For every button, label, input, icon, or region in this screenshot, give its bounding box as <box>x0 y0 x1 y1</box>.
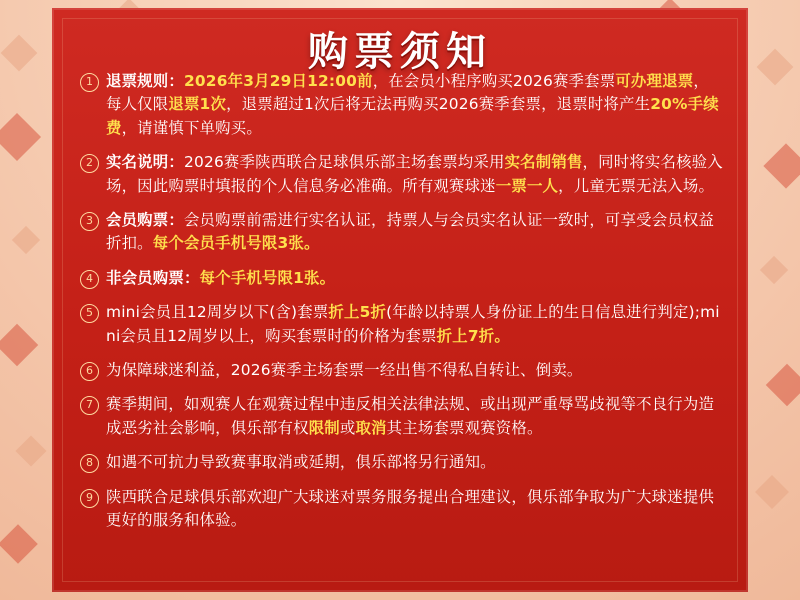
notice-card <box>52 8 748 592</box>
rule-text <box>106 209 724 256</box>
rule-number-badge: 9 <box>80 489 99 508</box>
confetti-shape <box>760 256 788 284</box>
rules-list <box>80 70 724 582</box>
plain-text: ，同时将实名核验入场，因此购票时填报的个人信息务必准确。所有观赛球迷 <box>106 153 723 195</box>
plain-text: 或 <box>339 418 356 437</box>
rule-item <box>80 267 724 290</box>
plain-text: mini会员且12周岁以下(含)套票 <box>106 303 329 322</box>
plain-text: ，请谨慎下单购买。 <box>121 118 262 137</box>
rule-number-badge: 4 <box>80 270 99 289</box>
highlighted-text: 每个会员手机号限3张。 <box>152 234 320 253</box>
confetti-shape <box>757 49 794 86</box>
confetti-shape <box>755 475 789 509</box>
rule-number-badge: 3 <box>80 212 99 231</box>
highlighted-text: 2026年3月29日12:00前 <box>183 72 373 90</box>
plain-text: ，在会员小程序购买2026赛季套票 <box>372 72 616 90</box>
title-container <box>52 8 748 76</box>
rule-number-badge: 6 <box>80 362 99 381</box>
rule-number-badge: 1 <box>80 73 99 92</box>
confetti-shape <box>1 35 38 72</box>
rule-item <box>80 151 724 198</box>
rule-item <box>80 301 724 348</box>
highlighted-text: 可办理退票 <box>615 72 694 90</box>
confetti-shape <box>763 143 800 188</box>
rule-item <box>80 209 724 256</box>
rule-text <box>106 486 724 533</box>
rule-number-badge: 8 <box>80 454 99 473</box>
confetti-shape <box>12 226 40 254</box>
rule-text <box>106 359 724 382</box>
confetti-shape <box>0 324 38 366</box>
highlighted-text: 折上5折 <box>328 303 387 322</box>
confetti-shape <box>0 524 38 564</box>
highlighted-text: 每个手机号限1张。 <box>199 268 336 287</box>
rule-number-badge: 2 <box>80 154 99 173</box>
page-title: 购票须知 <box>308 29 492 75</box>
rule-item <box>80 70 724 140</box>
rule-text <box>106 70 724 140</box>
confetti-shape <box>15 435 46 466</box>
confetti-shape <box>0 113 41 161</box>
highlighted-text: 取消 <box>355 418 387 437</box>
plain-text: 陕西联合足球俱乐部欢迎广大球迷对票务服务提出合理建议，俱乐部争取为广大球迷提供更好的服务和体验。 <box>106 487 715 530</box>
highlighted-text: 20%手续费 <box>106 95 719 137</box>
plain-text: ，儿童无票无法入场。 <box>558 176 715 195</box>
plain-text: ，退票超过1次后将无法再购买2026赛季套票，退票时将产生 <box>226 95 651 114</box>
rule-text <box>106 451 724 474</box>
confetti-shape <box>766 364 800 406</box>
plain-text: 2026赛季陕西联合足球俱乐部主场套票均采用 <box>183 153 505 172</box>
rule-label: 会员购票： <box>106 211 184 230</box>
plain-text: 其主场套票观赛资格。 <box>386 418 543 437</box>
rule-item <box>80 486 724 533</box>
rule-text <box>106 301 724 348</box>
highlighted-text: 退票1次 <box>168 95 227 114</box>
highlighted-text: 限制 <box>308 418 340 437</box>
plain-text: (年龄以持票人身份证上的生日信息进行判定);mini会员且12周岁以上，购买套票时的价格为套票 <box>106 303 720 345</box>
rule-item <box>80 451 724 474</box>
rule-label: 退票规则： <box>106 72 184 90</box>
rule-text <box>106 151 724 198</box>
highlighted-text: 折上7折。 <box>436 326 510 345</box>
rule-item <box>80 393 724 440</box>
plain-text: 如遇不可抗力导致赛事取消或延期，俱乐部将另行通知。 <box>106 453 496 472</box>
rule-label: 非会员购票： <box>106 268 200 287</box>
plain-text: 为保障球迷利益，2026赛季主场套票一经出售不得私自转让、倒卖。 <box>106 361 583 380</box>
rule-label: 实名说明： <box>106 153 184 172</box>
plain-text: ，每人仅限 <box>106 72 709 114</box>
rule-text <box>106 267 724 290</box>
plain-text: 会员购票前需进行实名认证，持票人与会员实名认证一致时，可享受会员权益折扣。 <box>106 211 715 253</box>
plain-text: 赛季期间，如观赛人在观赛过程中违反相关法律法规、或出现严重辱骂歧视等不良行为造成恶劣社会影响，俱乐部有权 <box>106 395 715 437</box>
highlighted-text: 一票一人 <box>495 176 559 195</box>
rule-number-badge: 5 <box>80 304 99 323</box>
rule-number-badge: 7 <box>80 396 99 415</box>
rule-text <box>106 393 724 440</box>
highlighted-text: 实名制销售 <box>504 153 583 172</box>
rule-item <box>80 359 724 382</box>
